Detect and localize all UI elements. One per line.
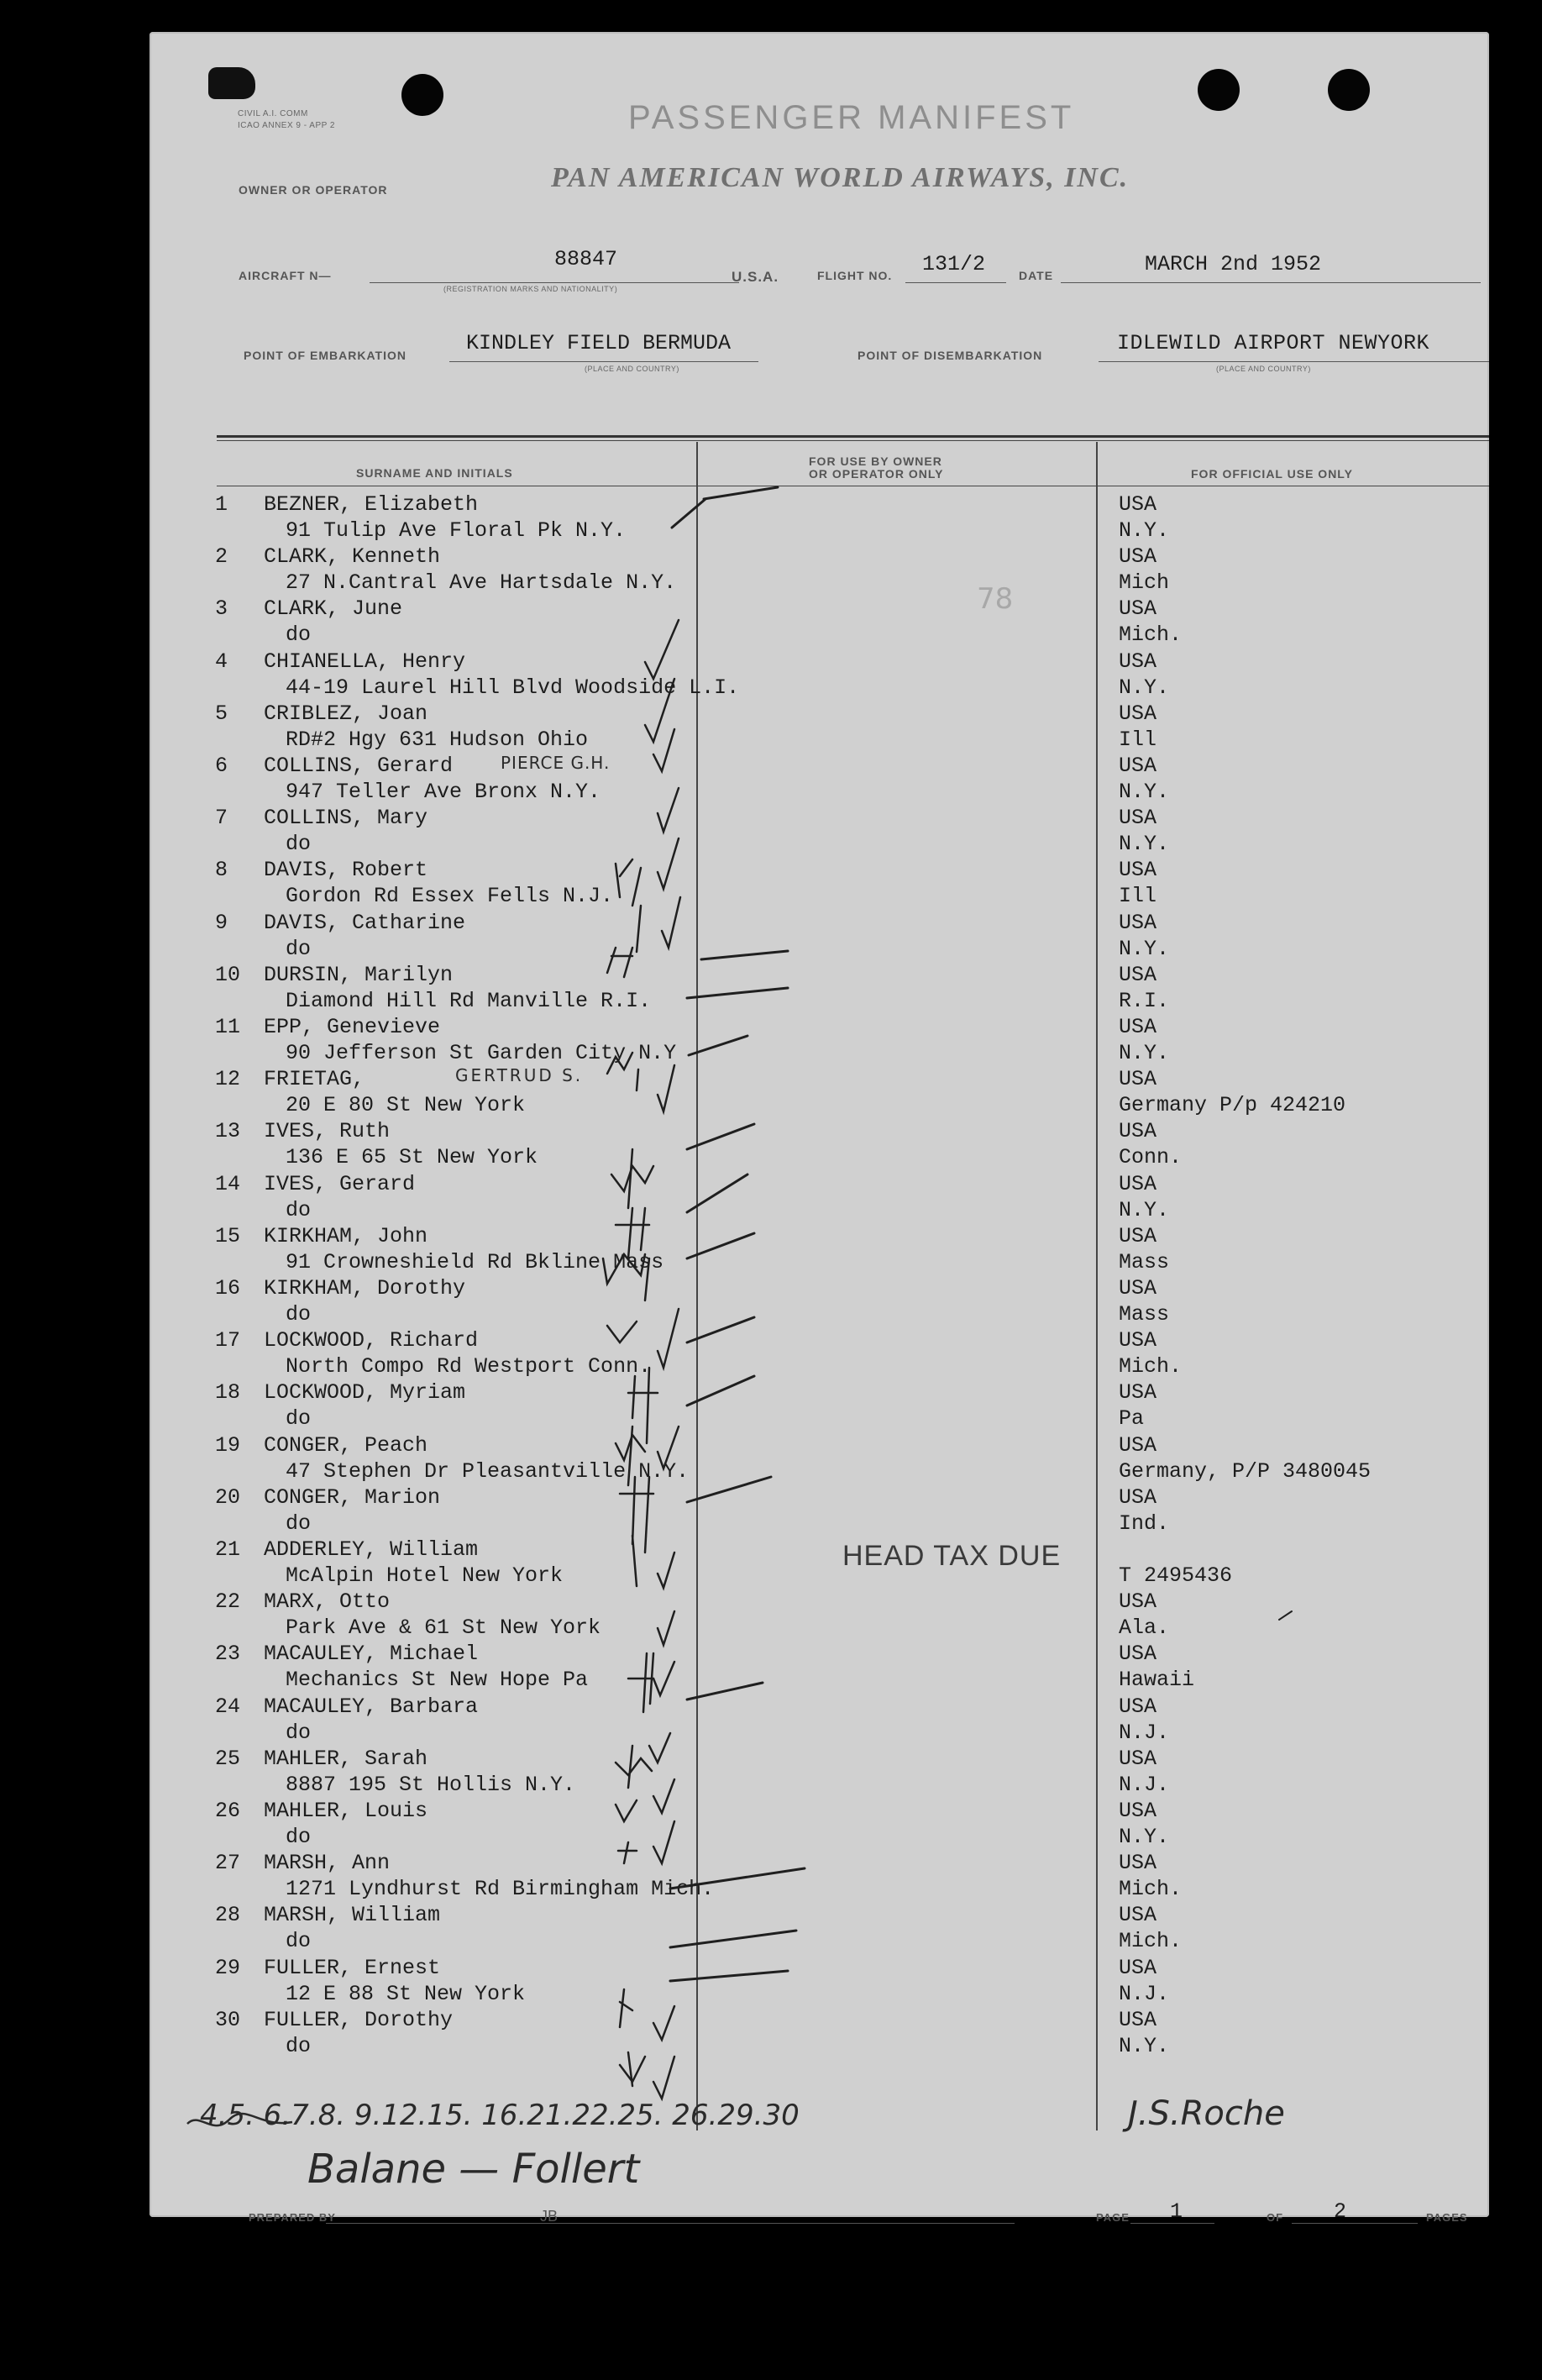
embark-place-note: (PLACE AND COUNTRY) xyxy=(585,365,679,373)
total-line xyxy=(1292,2223,1418,2224)
passenger-address: do xyxy=(286,1302,312,1327)
passenger-address: 91 Tulip Ave Floral Pk N.Y. xyxy=(286,518,627,543)
passenger-name: CRIBLEZ, Joan xyxy=(264,701,428,726)
official-nationality: USA xyxy=(1119,1694,1157,1719)
passenger-name: MARX, Otto xyxy=(264,1589,391,1615)
prepared-line xyxy=(326,2223,1015,2224)
passenger-address: Park Ave & 61 St New York xyxy=(286,1616,601,1641)
official-nationality: USA xyxy=(1119,858,1157,883)
passenger-number: 13 xyxy=(215,1119,241,1144)
official-nationality: USA xyxy=(1119,1328,1157,1353)
official-residence: N.Y. xyxy=(1119,832,1170,857)
passenger-number: 10 xyxy=(215,962,241,987)
passenger-number: 5 xyxy=(215,701,228,726)
prepared-initials: JB xyxy=(540,2208,559,2225)
official-nationality: USA xyxy=(1119,1484,1157,1510)
passenger-number: 30 xyxy=(215,2007,241,2032)
official-residence: Germany, P/P 3480045 xyxy=(1119,1458,1372,1484)
passenger-number: 4 xyxy=(215,649,228,674)
official-residence: N.J. xyxy=(1119,1720,1170,1745)
embark-value: KINDLEY FIELD BERMUDA xyxy=(466,331,732,355)
date-label: DATE xyxy=(1019,269,1054,282)
passenger-address: 947 Teller Ave Bronx N.Y. xyxy=(286,780,601,804)
passenger-name: CONGER, Marion xyxy=(264,1484,441,1510)
passenger-number: 23 xyxy=(215,1642,241,1667)
passenger-address: do xyxy=(286,1929,312,1954)
official-residence: Mass xyxy=(1119,1249,1170,1274)
official-nationality: USA xyxy=(1119,1903,1157,1928)
passenger-address: 136 E 65 St New York xyxy=(286,1145,538,1170)
official-residence: Mich. xyxy=(1119,1354,1183,1379)
passenger-address: 20 E 80 St New York xyxy=(286,1093,526,1118)
passenger-address: 44-19 Laurel Hill Blvd Woodside L.I. xyxy=(286,675,740,700)
official-nationality: USA xyxy=(1119,1851,1157,1876)
passenger-name: BEZNER, Elizabeth xyxy=(264,492,479,517)
col-header-official: FOR OFFICIAL USE ONLY xyxy=(1191,467,1353,481)
passenger-name: EPP, Genevieve xyxy=(264,1015,441,1039)
passenger-number: 22 xyxy=(215,1589,241,1615)
passenger-name: DAVIS, Catharine xyxy=(264,910,466,935)
passenger-name: CLARK, Kenneth xyxy=(264,544,441,570)
passenger-name: MACAULEY, Michael xyxy=(264,1642,479,1667)
passenger-name: DAVIS, Robert xyxy=(264,858,428,883)
official-nationality: USA xyxy=(1119,1276,1157,1300)
passenger-name: KIRKHAM, Dorothy xyxy=(264,1276,466,1300)
official-residence: Ind. xyxy=(1119,1510,1170,1536)
col-header-owner-1: FOR USE BY OWNER xyxy=(809,454,942,468)
official-nationality: USA xyxy=(1119,1746,1157,1771)
passenger-number: 26 xyxy=(215,1799,241,1823)
aircraft-label: AIRCRAFT N— xyxy=(239,269,332,282)
passenger-name: FULLER, Dorothy xyxy=(264,2007,454,2032)
pages-label: PAGES xyxy=(1426,2211,1468,2224)
handwriting-scrawl xyxy=(183,2107,309,2141)
faint-mark: 78 xyxy=(977,582,1014,616)
passenger-number: 7 xyxy=(215,806,228,831)
passenger-number: 1 xyxy=(215,492,228,517)
gertrud-note: GERTRUD S. xyxy=(455,1065,584,1085)
passenger-address: do xyxy=(286,832,312,857)
company-name: PAN AMERICAN WORLD AIRWAYS, INC. xyxy=(551,162,1130,193)
passenger-address: 1271 Lyndhurst Rd Birmingham Mich. xyxy=(286,1877,715,1902)
passenger-name: MARSH, Ann xyxy=(264,1851,391,1876)
passenger-name: MARSH, William xyxy=(264,1903,441,1928)
official-residence: N.Y. xyxy=(1119,2033,1170,2058)
official-residence: Mich. xyxy=(1119,1877,1183,1902)
prepared-label: PREPARED BY xyxy=(249,2211,336,2224)
official-residence: Conn. xyxy=(1119,1145,1183,1170)
passenger-name: CONGER, Peach xyxy=(264,1432,428,1458)
passenger-name: CLARK, June xyxy=(264,596,403,622)
passenger-address: McAlpin Hotel New York xyxy=(286,1563,564,1588)
passenger-name: IVES, Ruth xyxy=(264,1119,391,1144)
passenger-number: 11 xyxy=(215,1015,241,1039)
check-marks xyxy=(149,32,1489,2217)
passenger-address: Gordon Rd Essex Fells N.J. xyxy=(286,884,614,909)
form-title: PASSENGER MANIFEST xyxy=(628,99,1075,136)
passenger-number: 21 xyxy=(215,1537,241,1562)
official-residence: N.Y. xyxy=(1119,518,1170,543)
official-residence: Germany P/p 424210 xyxy=(1119,1093,1346,1118)
passenger-number: 6 xyxy=(215,754,228,778)
page-line xyxy=(1130,2223,1214,2224)
passenger-name: FRIETAG, xyxy=(264,1067,365,1092)
passenger-address: 8887 195 St Hollis N.Y. xyxy=(286,1772,576,1797)
passenger-address: Mechanics St New Hope Pa xyxy=(286,1668,589,1693)
disembark-label: POINT OF DISEMBARKATION xyxy=(858,349,1043,362)
official-residence: Mich xyxy=(1119,570,1170,596)
official-nationality: USA xyxy=(1119,492,1157,517)
country-label: U.S.A. xyxy=(732,269,779,285)
official-residence: Hawaii xyxy=(1119,1668,1195,1693)
passenger-number: 28 xyxy=(215,1903,241,1928)
page-number: 1 xyxy=(1170,2199,1183,2224)
passenger-address: Diamond Hill Rd Manville R.I. xyxy=(286,988,652,1013)
passenger-name: FULLER, Ernest xyxy=(264,1955,441,1980)
official-residence: Ill xyxy=(1119,727,1157,752)
official-residence: Mich. xyxy=(1119,623,1183,648)
passenger-number: 25 xyxy=(215,1746,241,1771)
official-nationality: USA xyxy=(1119,701,1157,726)
passenger-number: 19 xyxy=(215,1432,241,1458)
official-residence: Ala. xyxy=(1119,1616,1170,1641)
passenger-number: 2 xyxy=(215,544,228,570)
official-residence: N.J. xyxy=(1119,1981,1170,2006)
official-residence: Mass xyxy=(1119,1302,1170,1327)
disembark-value: IDLEWILD AIRPORT NEWYORK xyxy=(1117,331,1430,355)
form-ref-line1: CIVIL A.I. COMM xyxy=(238,109,308,118)
passenger-name: MACAULEY, Barbara xyxy=(264,1694,479,1719)
passenger-name: LOCKWOOD, Myriam xyxy=(264,1380,466,1405)
passenger-address: North Compo Rd Westport Conn. xyxy=(286,1354,652,1379)
passenger-name: IVES, Gerard xyxy=(264,1171,416,1196)
official-nationality: USA xyxy=(1119,2007,1157,2032)
official-residence: T 2495436 xyxy=(1119,1563,1233,1588)
official-nationality: USA xyxy=(1119,544,1157,570)
official-nationality: USA xyxy=(1119,1380,1157,1405)
passenger-number: 27 xyxy=(215,1851,241,1876)
passenger-number: 18 xyxy=(215,1380,241,1405)
passenger-number: 9 xyxy=(215,910,228,935)
passenger-name: LOCKWOOD, Richard xyxy=(264,1328,479,1353)
passenger-address: 47 Stephen Dr Pleasantville N.Y. xyxy=(286,1458,690,1484)
official-nationality: USA xyxy=(1119,596,1157,622)
passenger-address: do xyxy=(286,1510,312,1536)
passenger-name: CHIANELLA, Henry xyxy=(264,649,466,674)
manifest-sheet xyxy=(149,32,1489,2225)
of-label: OF xyxy=(1267,2211,1284,2224)
passenger-number: 24 xyxy=(215,1694,241,1719)
official-residence: N.Y. xyxy=(1119,936,1170,961)
passenger-address: 91 Crowneshield Rd Bkline Mass xyxy=(286,1249,664,1274)
official-residence: N.Y. xyxy=(1119,1041,1170,1065)
passenger-name: COLLINS, Mary xyxy=(264,806,428,831)
passenger-number: 29 xyxy=(215,1955,241,1980)
flight-label: FLIGHT NO. xyxy=(817,269,893,282)
official-nationality: USA xyxy=(1119,1642,1157,1667)
passenger-number: 17 xyxy=(215,1328,241,1353)
passenger-address: do xyxy=(286,936,312,961)
head-tax-stamp: HEAD TAX DUE xyxy=(842,1540,1062,1572)
passenger-name: KIRKHAM, John xyxy=(264,1223,428,1248)
official-nationality: USA xyxy=(1119,754,1157,778)
bottom-handwriting: 4.5. 6.7.8. 9.12.15. 16.21.22.25. 26.29.30 xyxy=(200,2099,800,2132)
passenger-address: 27 N.Cantral Ave Hartsdale N.Y. xyxy=(286,570,677,596)
passenger-number: 12 xyxy=(215,1067,241,1092)
col-header-owner-2: OR OPERATOR ONLY xyxy=(809,467,944,481)
official-nationality: USA xyxy=(1119,910,1157,935)
embark-label: POINT OF EMBARKATION xyxy=(244,349,406,362)
passenger-name: ADDERLEY, William xyxy=(264,1537,479,1562)
passenger-address: do xyxy=(286,1406,312,1432)
passenger-address: do xyxy=(286,2033,312,2058)
official-residence: Mich. xyxy=(1119,1929,1183,1954)
official-nationality: USA xyxy=(1119,1432,1157,1458)
passenger-number: 14 xyxy=(215,1171,241,1196)
official-residence: Pa xyxy=(1119,1406,1145,1432)
passenger-name: COLLINS, Gerard xyxy=(264,754,454,778)
official-nationality: USA xyxy=(1119,962,1157,987)
official-nationality: USA xyxy=(1119,806,1157,831)
passenger-address: do xyxy=(286,1720,312,1745)
official-nationality: USA xyxy=(1119,1955,1157,1980)
official-nationality: USA xyxy=(1119,1223,1157,1248)
official-residence: N.Y. xyxy=(1119,780,1170,804)
aircraft-value: 88847 xyxy=(554,247,618,271)
page-label: PAGE xyxy=(1096,2211,1130,2224)
pierce-note: PIERCE G.H. xyxy=(501,753,611,773)
official-nationality: USA xyxy=(1119,649,1157,674)
official-nationality: USA xyxy=(1119,1589,1157,1615)
bottom-signature: J.S.Roche xyxy=(1128,2094,1285,2133)
passenger-address: do xyxy=(286,1825,312,1849)
passenger-number: 8 xyxy=(215,858,228,883)
col-header-names: SURNAME AND INITIALS xyxy=(356,466,513,480)
official-residence: N.J. xyxy=(1119,1772,1170,1797)
form-ref-line2: ICAO ANNEX 9 - APP 2 xyxy=(238,121,335,130)
official-residence: N.Y. xyxy=(1119,675,1170,700)
passenger-name: MAHLER, Louis xyxy=(264,1799,428,1823)
owner-label: OWNER OR OPERATOR xyxy=(239,183,388,197)
official-nationality: USA xyxy=(1119,1015,1157,1039)
official-nationality: USA xyxy=(1119,1119,1157,1144)
registration-note: (REGISTRATION MARKS AND NATIONALITY) xyxy=(443,285,618,293)
passenger-address: RD#2 Hgy 631 Hudson Ohio xyxy=(286,727,589,752)
flight-value: 131/2 xyxy=(922,252,986,276)
passenger-number: 16 xyxy=(215,1276,241,1300)
passenger-address: 12 E 88 St New York xyxy=(286,1981,526,2006)
official-nationality: USA xyxy=(1119,1799,1157,1823)
official-nationality: USA xyxy=(1119,1171,1157,1196)
passenger-address: do xyxy=(286,1197,312,1222)
page-total: 2 xyxy=(1334,2199,1347,2224)
passenger-address: do xyxy=(286,623,312,648)
official-residence: N.Y. xyxy=(1119,1825,1170,1849)
prepared-handwriting: Balane — Follert xyxy=(307,2146,640,2193)
passenger-address: 90 Jefferson St Garden City N.Y xyxy=(286,1041,677,1065)
official-residence: N.Y. xyxy=(1119,1197,1170,1222)
official-residence: Ill xyxy=(1119,884,1157,909)
passenger-number: 20 xyxy=(215,1484,241,1510)
date-value: MARCH 2nd 1952 xyxy=(1145,252,1322,276)
passenger-name: MAHLER, Sarah xyxy=(264,1746,428,1771)
official-residence: R.I. xyxy=(1119,988,1170,1013)
check-stroke xyxy=(704,487,778,499)
disembark-place-note: (PLACE AND COUNTRY) xyxy=(1216,365,1311,373)
passenger-name: DURSIN, Marilyn xyxy=(264,962,454,987)
passenger-number: 15 xyxy=(215,1223,241,1248)
passenger-number: 3 xyxy=(215,596,228,622)
official-nationality: USA xyxy=(1119,1067,1157,1092)
